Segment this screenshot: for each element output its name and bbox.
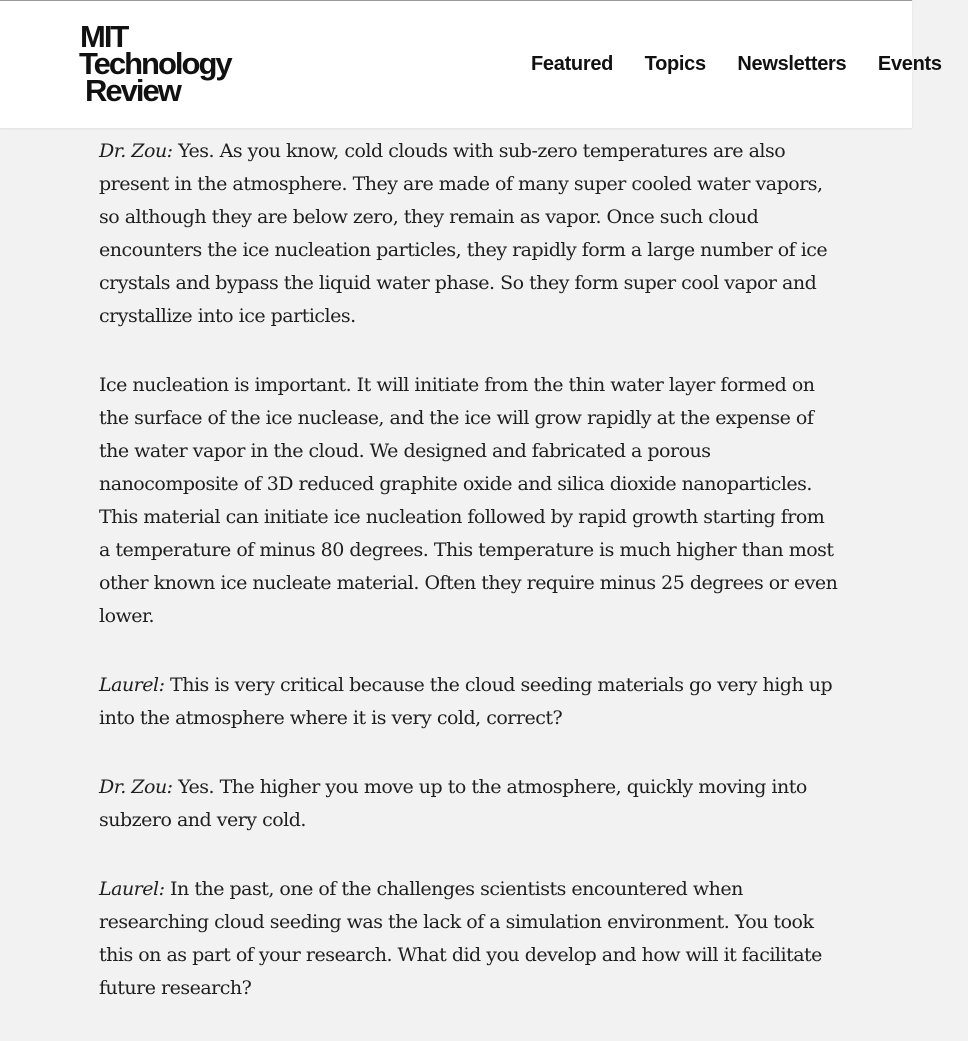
speaker-label: Dr. Zou:: [99, 776, 173, 798]
nav-featured[interactable]: Featured: [531, 53, 614, 75]
paragraph-text: Ice nucleation is important. It will initiate from the thin water layer formed on the surface of the ice nuclease, and the ice will grow rapidly at the expense of the water vapor in the cloud. We designed and fabricated a porous nanocomposite of 3D reduced graphite oxide and silica dioxide nanoparticles. This material can initiate ice nucleation followed by rapid growth starting from a temperature of minus 80 degrees. This temperature is much higher than most other known ice nucleate material. Often they require minus 25 degrees or even lower.: [99, 374, 838, 627]
speaker-label: Laurel:: [99, 878, 165, 900]
logo-line-review: Review: [85, 73, 180, 108]
paragraph-text: In the past, one of the challenges scientists encountered when researching cloud seeding was the lack of a simulation environment. You took this on as part of your research. What did you develop and how will it facilitate future research?: [99, 878, 822, 999]
paragraph: [99, 669, 839, 735]
paragraph-text: This is very critical because the cloud seeding materials go very high up into the atmosphere where it is very cold, correct?: [99, 674, 833, 729]
nav-events[interactable]: Events: [877, 53, 942, 75]
paragraph-text: Yes. As you know, cold clouds with sub-zero temperatures are also present in the atmosphere. They are made of many super cooled water vapors, so although they are below zero, they remain as vapor. Once such cloud encounters the ice nucleation particles, they rapidly form a large number of ice crystals and bypass the liquid water phase. So they form super cool vapor and crystallize into ice particles.: [99, 140, 828, 327]
site-header: [0, 0, 942, 128]
paragraph: [99, 873, 839, 1005]
speaker-label: Dr. Zou:: [99, 140, 173, 162]
paragraph-text: Yes. The higher you move up to the atmosphere, quickly moving into subzero and very cold.: [99, 776, 807, 831]
article-body: [99, 128, 839, 1041]
nav-topics[interactable]: Topics: [644, 53, 706, 75]
nav-newsletters[interactable]: Newsletters: [737, 53, 847, 75]
speaker-label: Laurel:: [99, 674, 165, 696]
paragraph: [99, 369, 839, 633]
paragraph: [99, 135, 839, 333]
site-logo[interactable]: [79, 19, 231, 108]
logo-line-mit: MIT: [80, 19, 128, 54]
logo-line-technology: Technology: [79, 46, 231, 81]
main-nav: [531, 53, 968, 76]
paragraph: [99, 771, 839, 837]
